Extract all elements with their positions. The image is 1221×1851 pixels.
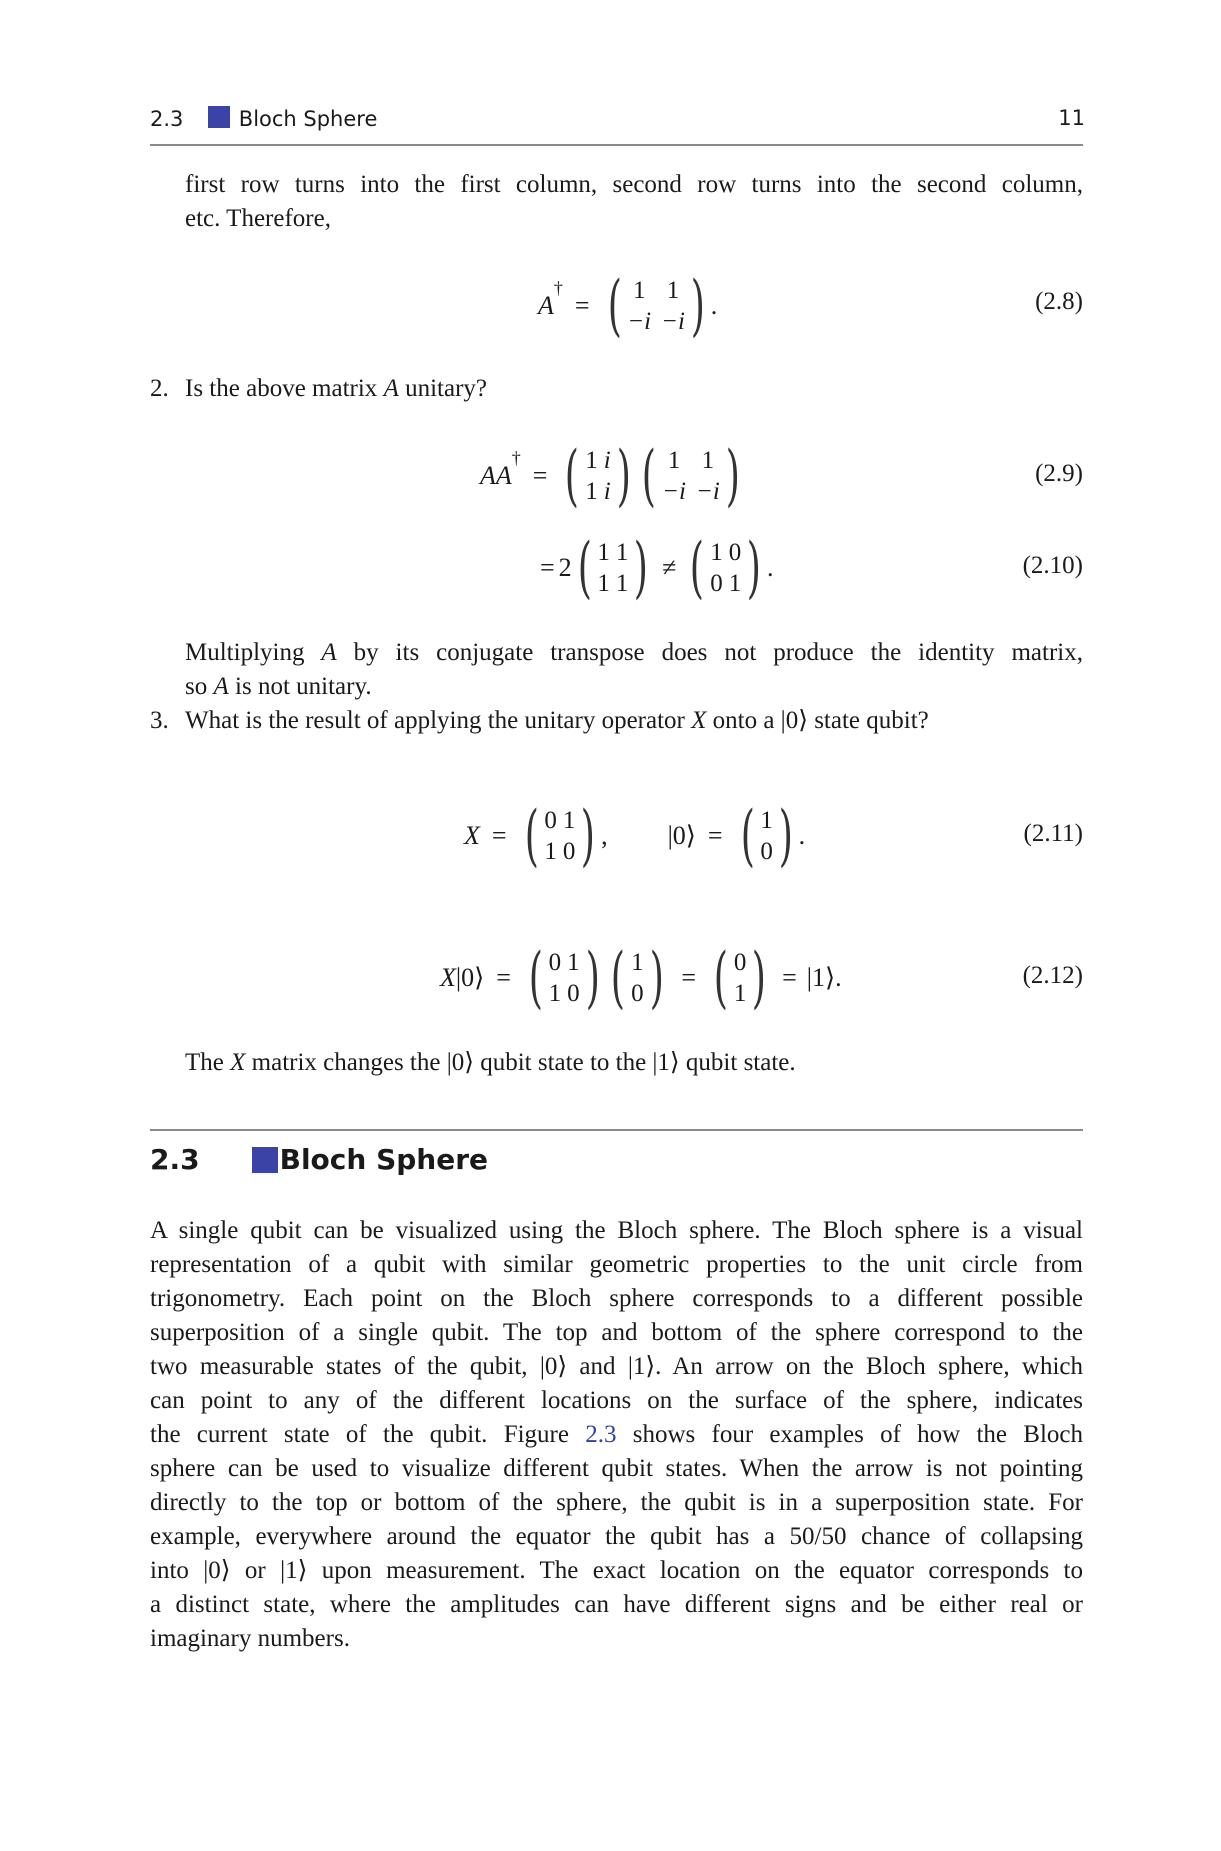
- left-paren: (: [642, 437, 657, 514]
- eq211-vector: [760, 805, 773, 867]
- matrix-cell: 1: [615, 570, 629, 597]
- right-paren: ): [778, 797, 793, 874]
- intro-line-2: etc. Therefore,: [185, 205, 331, 232]
- eq212-lhs-ket: |0⟩: [455, 963, 485, 992]
- paragraph-line: example, everywhere around the equator the qubit has a 50/50 chance of collapsing: [150, 1523, 1083, 1550]
- matrix-cell: 1: [562, 807, 576, 834]
- matrix-cell: 1: [544, 838, 557, 865]
- eq211-equals-2: =: [707, 821, 723, 850]
- equation-2-9: [480, 438, 746, 514]
- left-paren: (: [740, 797, 755, 874]
- header-rule: [150, 144, 1083, 146]
- paragraph-line: trigonometry. Each point on the Bloch sphere corresponds to a different possible: [150, 1285, 1083, 1312]
- matrix-cell: 1: [615, 539, 629, 566]
- matrix-cell: 0: [710, 570, 723, 597]
- matrix-cell: 1: [701, 447, 715, 474]
- page-number: 11: [1058, 106, 1085, 130]
- xline-text: matrix changes the |0⟩ qubit state to the |1⟩ qubit state.: [245, 1049, 796, 1076]
- mult-text: Multiplying: [185, 639, 322, 666]
- equation-2-11: [464, 798, 805, 874]
- item2-var: A: [383, 375, 399, 402]
- vector-cell: 0: [631, 980, 644, 1007]
- eq212-matrix: [549, 947, 580, 1009]
- eq28-equals: =: [574, 291, 590, 320]
- left-paren: (: [577, 529, 592, 606]
- right-paren: ): [581, 797, 596, 874]
- bloch-paragraph: [150, 1214, 1083, 1656]
- section-number: 2.3: [150, 1143, 200, 1176]
- eq211-matrix: [544, 805, 575, 867]
- matrix-cell: 1: [597, 539, 610, 566]
- matrix-cell: 0: [567, 980, 580, 1007]
- matrix-cell: 1: [548, 980, 562, 1007]
- eq210-coefficient: 2: [558, 553, 572, 582]
- eq212-result: |1⟩.: [806, 963, 842, 992]
- item3-number: 3.: [150, 707, 169, 734]
- vector-cell: 0: [733, 949, 747, 976]
- eq212-lhs-x: X: [440, 963, 456, 992]
- eq211-ket: |0⟩: [667, 821, 696, 850]
- item2-pre: Is the above matrix: [185, 375, 384, 402]
- eq210-equals: =: [540, 553, 555, 582]
- left-paren: (: [713, 939, 729, 1016]
- eq212-number: (2.12): [1022, 962, 1083, 989]
- eq29-lhs-b: A: [495, 461, 512, 490]
- xline-var: X: [230, 1049, 246, 1076]
- paragraph-line: can point to any of the different locations on the surface of the sphere, indicates: [150, 1387, 1083, 1414]
- section-square-icon: [252, 1147, 278, 1173]
- left-paren: (: [607, 267, 622, 344]
- vector-cell: 1: [733, 980, 747, 1007]
- paragraph-line: a distinct state, where the amplitudes can have different signs and be either real or: [150, 1591, 1083, 1618]
- eq210-matrix-2: [710, 537, 741, 599]
- mult-text: is not unitary.: [228, 673, 372, 700]
- matrix-cell: 0: [728, 539, 742, 566]
- x-matrix-sentence: [185, 1046, 796, 1080]
- right-paren: ): [690, 267, 705, 344]
- eq28-dagger: †: [553, 278, 563, 298]
- paragraph-line: imaginary numbers.: [150, 1625, 350, 1652]
- paragraph-line: into |0⟩ or |1⟩ upon measurement. The exact location on the equator corresponds to: [150, 1557, 1083, 1584]
- left-paren: (: [690, 529, 705, 606]
- matrix-cell: 0: [544, 807, 557, 834]
- matrix-cell: 1: [585, 447, 598, 474]
- paragraph-text: the current state of the qubit. Figure: [150, 1421, 586, 1448]
- section-heading: [150, 1143, 488, 1176]
- matrix-cell: −i: [661, 308, 685, 335]
- matrix-cell: 1: [667, 447, 681, 474]
- figure-reference-link[interactable]: 2.3: [585, 1421, 617, 1448]
- mult-var: A: [213, 673, 229, 700]
- matrix-cell: −i: [662, 478, 686, 505]
- eq212-equals-3: =: [782, 963, 797, 992]
- equation-2-8: [538, 268, 717, 344]
- matrix-cell: 1: [666, 277, 680, 304]
- item3-post: onto a |0⟩ state qubit?: [706, 707, 929, 734]
- intro-line-1: first row turns into the first column, second row turns into the second column,: [185, 171, 1083, 198]
- matrix-cell: i: [603, 478, 611, 505]
- mult-var: A: [321, 639, 337, 666]
- left-paren: (: [565, 437, 580, 514]
- equation-2-10: [540, 530, 773, 606]
- eq212-vector-1: [631, 947, 644, 1009]
- matrix-cell: −i: [627, 308, 652, 335]
- eq211-comma: ,: [601, 821, 608, 850]
- eq28-number: (2.8): [1035, 288, 1083, 315]
- paragraph-line: sphere can be used to visualize different qubit states. When the arrow is not pointing: [150, 1455, 1083, 1482]
- mult-text: so: [185, 673, 214, 700]
- matrix-cell: 1: [585, 478, 598, 505]
- eq29-matrix-1: [585, 445, 610, 507]
- matrix-cell: 1: [728, 570, 742, 597]
- right-paren: ): [725, 437, 740, 514]
- left-paren: (: [611, 939, 626, 1016]
- eq211-lhs: X: [464, 821, 480, 850]
- matrix-cell: −i: [695, 478, 720, 505]
- vector-cell: 1: [760, 807, 773, 834]
- vector-cell: 1: [631, 949, 644, 976]
- eq29-number: (2.9): [1035, 460, 1083, 487]
- matrix-cell: 0: [562, 838, 576, 865]
- eq210-number: (2.10): [1022, 552, 1083, 579]
- item3-var: X: [691, 707, 707, 734]
- eq29-dagger: †: [511, 448, 521, 468]
- matrix-cell: 1: [597, 570, 610, 597]
- eq212-vector-2: [734, 947, 747, 1009]
- eq212-equals-2: =: [681, 963, 697, 992]
- eq210-not-equal: ≠: [662, 553, 677, 582]
- eq211-period: .: [798, 821, 806, 850]
- right-paren: ): [752, 939, 767, 1016]
- matrix-cell: 1: [632, 277, 646, 304]
- section-rule: [150, 1129, 1083, 1131]
- list-item-3: [150, 704, 929, 738]
- matrix-cell: 0: [548, 949, 562, 976]
- item2-number: 2.: [150, 375, 169, 402]
- eq28-period: .: [710, 291, 718, 320]
- matrix-cell: 1: [710, 539, 723, 566]
- item2-post: unitary?: [398, 375, 488, 402]
- matrix-cell: i: [603, 447, 611, 474]
- section-square-icon: [208, 106, 230, 128]
- paragraph-line: A single qubit can be visualized using the Bloch sphere. The Bloch sphere is a visual: [150, 1217, 1083, 1244]
- mult-line-2: [185, 670, 372, 704]
- section-title: Bloch Sphere: [279, 1143, 488, 1176]
- right-paren: ): [634, 529, 649, 606]
- running-head-section: 2.3: [150, 107, 184, 131]
- mult-line-1: [185, 636, 1083, 670]
- paragraph-line: [150, 1418, 1083, 1452]
- eq29-lhs-a: A: [480, 461, 496, 490]
- eq28-matrix: [627, 275, 685, 337]
- list-item-2: [150, 372, 487, 406]
- right-paren: ): [585, 939, 600, 1016]
- eq211-equals: =: [491, 821, 507, 850]
- eq210-period: .: [766, 553, 774, 582]
- right-paren: ): [616, 437, 631, 514]
- right-paren: ): [746, 529, 762, 606]
- matrix-cell: 1: [567, 949, 580, 976]
- item3-pre: What is the result of applying the unitary operator: [185, 707, 692, 734]
- vector-cell: 0: [760, 838, 773, 865]
- paragraph-line: directly to the top or bottom of the sphere, the qubit is in a superposition state. For: [150, 1489, 1083, 1516]
- eq29-equals: =: [532, 461, 548, 490]
- eq210-matrix-1: [597, 537, 628, 599]
- eq212-equals: =: [496, 963, 511, 992]
- mult-text: by its conjugate transpose does not produce the identity matrix,: [336, 639, 1083, 666]
- left-paren: (: [528, 939, 543, 1016]
- paragraph-line: two measurable states of the qubit, |0⟩ and |1⟩. An arrow on the Bloch sphere, which: [150, 1353, 1083, 1380]
- paragraph-line: superposition of a single qubit. The top and bottom of the sphere correspond to the: [150, 1319, 1083, 1346]
- right-paren: ): [649, 939, 664, 1016]
- eq29-matrix-2: [662, 445, 720, 507]
- running-head-title: Bloch Sphere: [238, 107, 378, 131]
- paragraph-text: shows four examples of how the Bloch: [616, 1421, 1083, 1448]
- left-paren: (: [524, 797, 539, 874]
- equation-2-12: [440, 940, 842, 1016]
- xline-text: The: [185, 1049, 231, 1076]
- eq211-number: (2.11): [1023, 820, 1083, 847]
- eq28-lhs: A: [538, 291, 554, 320]
- running-head: [150, 106, 377, 131]
- paragraph-line: representation of a qubit with similar geometric properties to the unit circle from: [150, 1251, 1083, 1278]
